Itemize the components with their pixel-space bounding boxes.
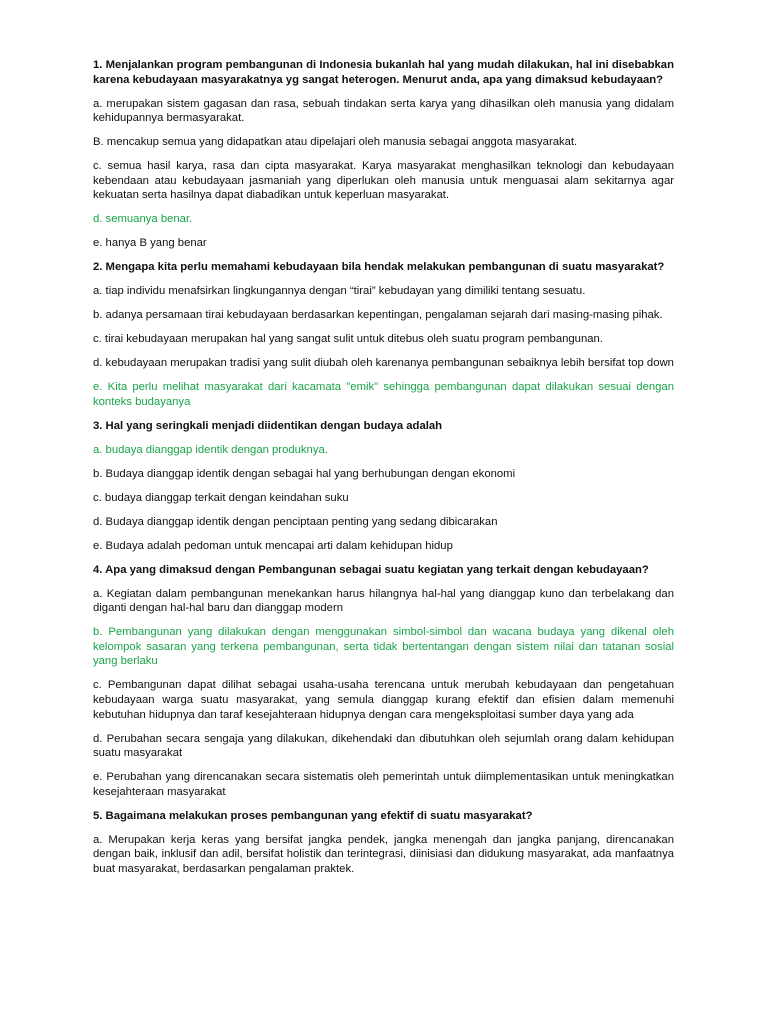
answer-option: B. mencakup semua yang didapatkan atau dipelajari oleh manusia sebagai anggota masyarakat. (93, 136, 578, 149)
correct-answer-option: d. semuanya benar. (93, 213, 193, 226)
answer-option: a. tiap individu menafsirkan lingkungannya dengan “tirai” kebudayan yang dimiliki tentang sesuatu. (93, 285, 586, 298)
question-text: 5. Bagaimana melakukan proses pembangunan yang efektif di suatu masyarakat? (93, 809, 533, 822)
question-text: 3. Hal yang seringkali menjadi diidentikan dengan budaya adalah (93, 419, 443, 432)
answer-option: b. adanya persamaan tirai kebudayaan berdasarkan kepentingan, pengalaman sejarah dari masing-masing pihak. (93, 309, 663, 322)
correct-answer-option: e. Kita perlu melihat masyarakat dari kacamata "emik" sehingga pembangunan dapat dilakukan sesuai dengan konteks budayanya (93, 381, 674, 408)
answer-option: e. Perubahan yang direncanakan secara sistematis oleh pemerintah untuk diimplementasikan untuk meningkatkan kesejahteraan masyarakat (93, 771, 674, 798)
answer-option: c. tirai kebudayaan merupakan hal yang sangat sulit untuk ditebus oleh suatu program pembangunan. (93, 333, 603, 346)
answer-option: e. Budaya adalah pedoman untuk mencapai arti dalam kehidupan hidup (93, 539, 453, 552)
question-block-2 (93, 260, 674, 409)
document-page (93, 58, 674, 886)
answer-option: d. Budaya dianggap identik dengan penciptaan penting yang sedang dibicarakan (93, 515, 498, 528)
answer-option: e. hanya B yang benar (93, 237, 207, 250)
question-text: 4. Apa yang dimaksud dengan Pembangunan sebagai suatu kegiatan yang terkait dengan kebudayaan? (93, 563, 649, 576)
answer-option: c. budaya dianggap terkait dengan keindahan suku (93, 491, 349, 504)
question-text: 1. Menjalankan program pembangunan di Indonesia bukanlah hal yang mudah dilakukan, hal ini disebabkan karena kebudayaan masyarakatnya yg sangat heterogen. Menurut anda, apa yang dimaksud kebudayaan? (93, 59, 674, 86)
question-block-5 (93, 809, 674, 877)
question-text: 2. Mengapa kita perlu memahami kebudayaan bila hendak melakukan pembangunan di suatu masyarakat? (93, 261, 665, 274)
correct-answer-option: b. Pembangunan yang dilakukan dengan menggunakan simbol-simbol dan wacana budaya yang dikenal oleh kelompok sasaran yang terkena pembangunan, serta tidak bertentangan dengan sistem nilai dan tatanan sosial yang berlaku (93, 626, 674, 668)
question-block-4 (93, 563, 674, 800)
answer-option: b. Budaya dianggap identik dengan sebagai hal yang berhubungan dengan ekonomi (93, 467, 516, 480)
question-block-3 (93, 419, 674, 554)
answer-option: a. Kegiatan dalam pembangunan menekankan harus hilangnya hal-hal yang dianggap kuno dan terbelakang dan diganti dengan hal-hal baru dan dianggap modern (93, 587, 674, 615)
answer-option: d. Perubahan secara sengaja yang dilakukan, dikehendaki dan dibutuhkan oleh sejumlah orang dalam kehidupan suatu masyarakat (93, 732, 674, 760)
answer-option: c. Pembangunan dapat dilihat sebagai usaha-usaha terencana untuk merubah kebudayaan dan pengetahuan kebudayaan warga suatu masyarakat, yang semula dianggap kurang efektif dan efisien dalam memenuhi kebutuhan hidupnya dan taraf kesejahteraan hidupnya dengan cara mengeksploitasi sumber daya yang ada (93, 679, 674, 721)
answer-option: a. Merupakan kerja keras yang bersifat jangka pendek, jangka menengah dan jangka panjang, direncanakan dengan baik, inklusif dan adil, bersifat holistik dan terintegrasi, diinisiasi dan didukung masyarakat, ada manfaatnya buat masyarakat, berdasarkan pengalaman praktek. (93, 833, 674, 875)
answer-option: d. kebudayaan merupakan tradisi yang sulit diubah oleh karenanya pembangunan sebaiknya lebih bersifat top down (93, 357, 674, 370)
answer-option: c. semua hasil karya, rasa dan cipta masyarakat. Karya masyarakat menghasilkan teknologi dan kebudayaan kebendaan atau kebudayaan jasmaniah yang diperlukan oleh manusia untuk menguasai alam sekitarnya agar kekuatan serta hasilnya dapat diabadikan untuk keperluan masyarakat. (93, 160, 674, 202)
correct-answer-option: a. budaya dianggap identik dengan produknya. (93, 443, 328, 456)
answer-option: a. merupakan sistem gagasan dan rasa, sebuah tindakan serta karya yang dihasilkan oleh manusia yang didalam kehidupannya bermasyarakat. (93, 97, 674, 125)
question-block-1 (93, 58, 674, 251)
